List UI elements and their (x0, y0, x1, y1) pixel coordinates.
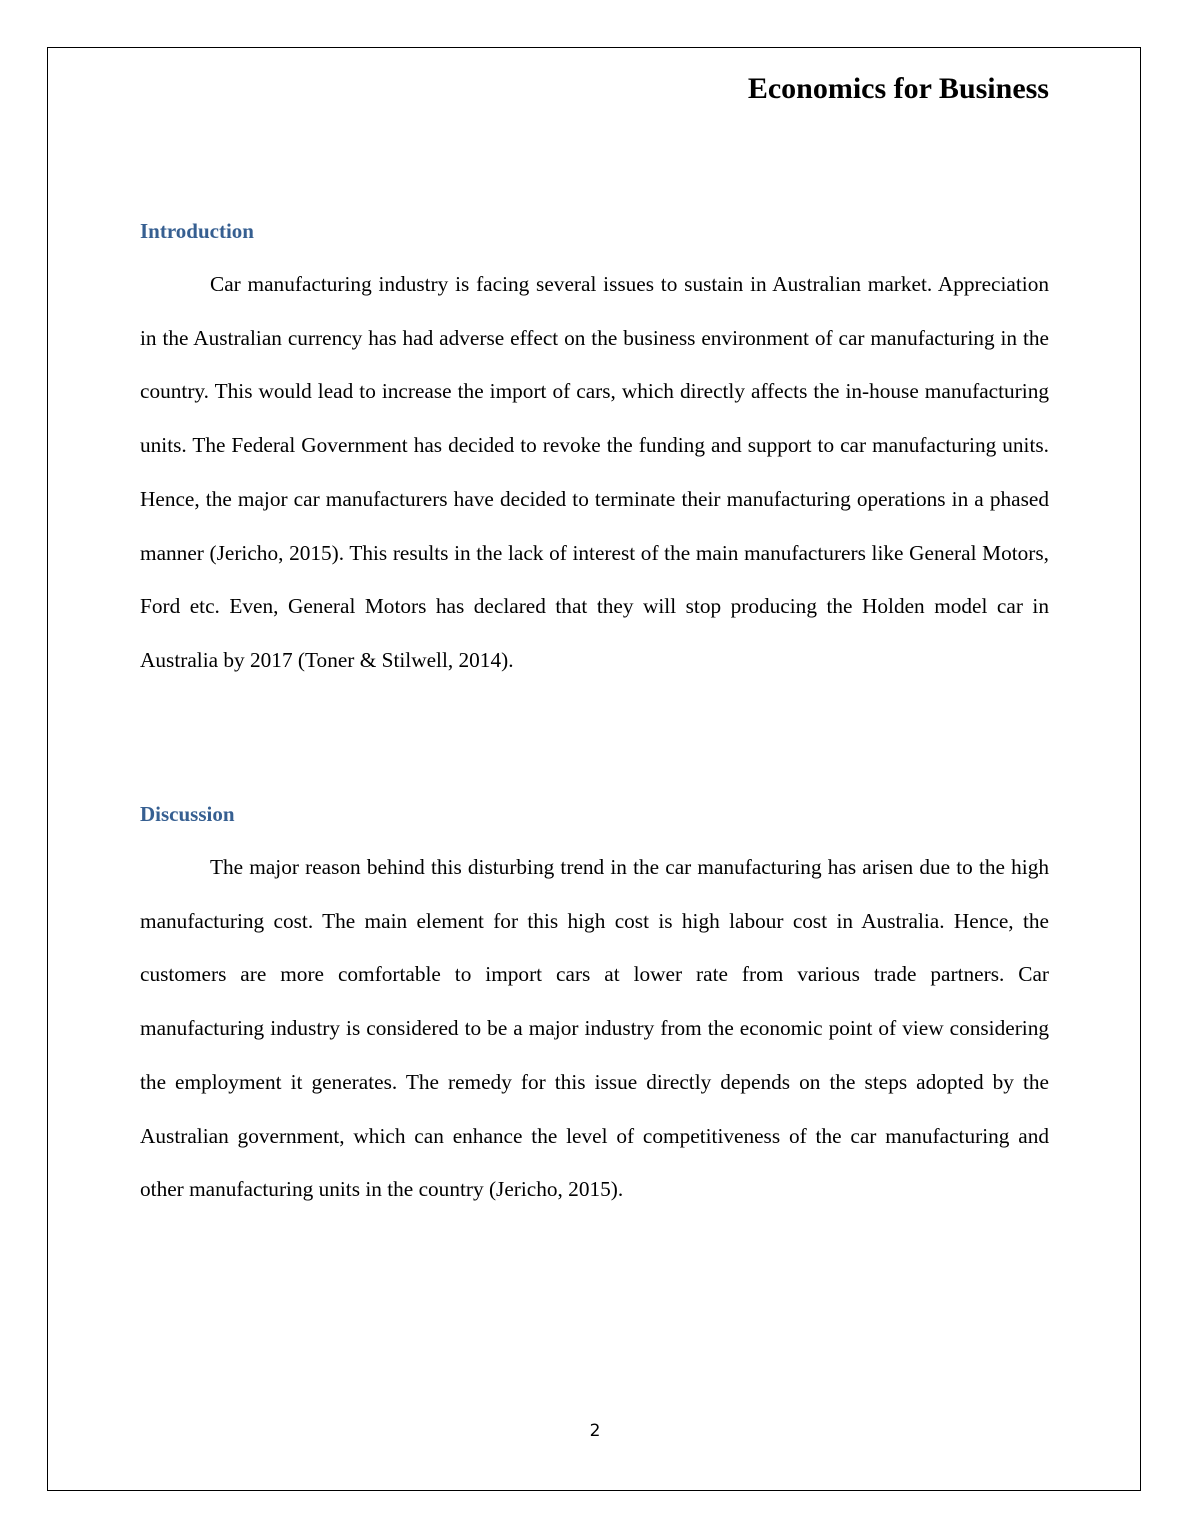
document-header-title: Economics for Business (747, 72, 1049, 105)
page-number: 2 (589, 1421, 601, 1441)
section-heading-introduction: Introduction (140, 219, 254, 243)
discussion-paragraph: The major reason behind this disturbing trend in the car manufacturing has arisen due to the high manufacturing cost. The main element for this high cost is high labour cost in Australia. Hence, the customers are more comfortable to import cars at lower rate from various trade partners. Car manufacturing industry is considered to be a major industry from the economic point of view considering the employment it generates. The remedy for this issue directly depends on the steps adopted by the Australian government, which can enhance the level of competitiveness of the car manufacturing and other manufacturing units in the country (Jericho, 2015). (140, 855, 1049, 1202)
introduction-paragraph: Car manufacturing industry is facing several issues to sustain in Australian market. Appreciation in the Australian currency has had adverse effect on the business environment of car manufacturing in the country. This would lead to increase the import of cars, which directly affects the in-house manufacturing units. The Federal Government has decided to revoke the funding and support to car manufacturing units. Hence, the major car manufacturers have decided to terminate their manufacturing operations in a phased manner (Jericho, 2015). This results in the lack of interest of the main manufacturers like General Motors, Ford etc. Even, General Motors has declared that they will stop producing the Holden model car in Australia by 2017 (Toner & Stilwell, 2014). (140, 272, 1049, 672)
section-heading-discussion: Discussion (140, 802, 235, 826)
